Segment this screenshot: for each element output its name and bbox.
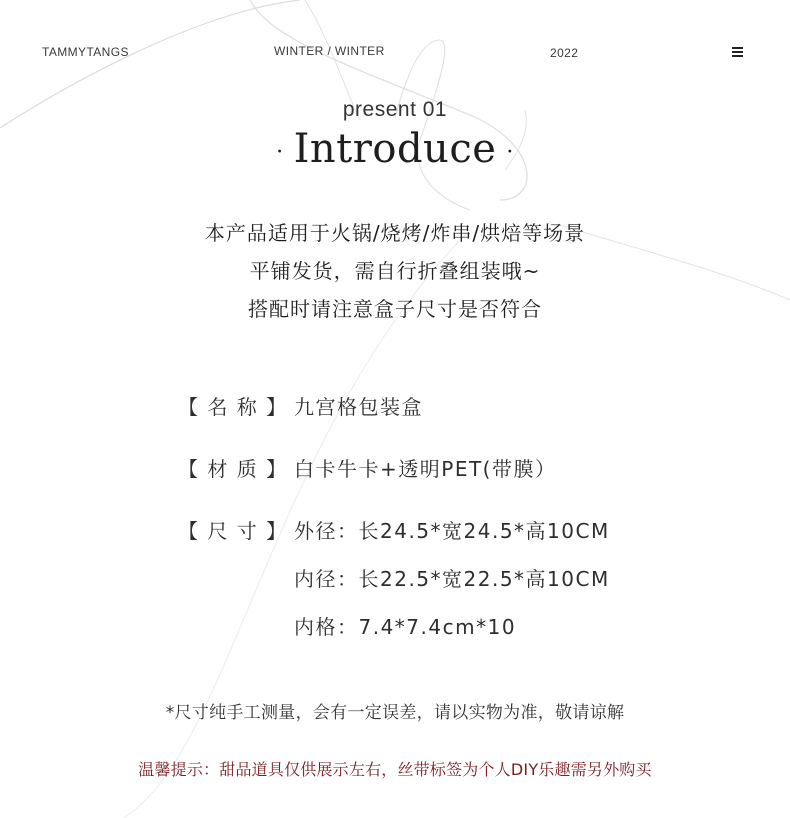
measurement-note: *尺寸纯手工测量，会有一定误差，请以实物为准，敬请谅解: [165, 703, 625, 723]
spec-value-outer-size: 外径：长24.5*宽24.5*高10CM: [294, 519, 610, 543]
spec-value-material: 白卡牛卡+透明PET(带膜）: [294, 457, 557, 481]
title-dot-right: ·: [506, 139, 514, 165]
spec-value-cell-size: 内格：7.4*7.4cm*10: [294, 615, 517, 639]
brand-name: TAMMYTANGS: [42, 45, 129, 59]
top-bar: [0, 44, 790, 62]
spec-label-size: 【 尺 寸 】: [178, 519, 288, 543]
intro-line-2: 平铺发货，需自行折叠组装哦~: [249, 259, 541, 283]
section-number: present 01: [342, 98, 448, 121]
spec-row-size: [178, 515, 610, 544]
spec-label-name: 【 名 称 】: [178, 395, 288, 419]
title-text: Introduce: [293, 126, 497, 172]
spec-value-name: 九宫格包装盒: [294, 395, 423, 419]
intro-line-1: 本产品适用于火锅/烧烤/炸串/烘焙等场景: [204, 221, 586, 245]
spec-label-material: 【 材 质 】: [178, 457, 288, 481]
spec-row-name: [178, 391, 423, 420]
page-title: [0, 126, 790, 172]
intro-line-3: 搭配时请注意盒子尺寸是否符合: [248, 297, 542, 321]
spec-row-material: [178, 453, 556, 482]
reminder-tip: 温馨提示：甜品道具仅供展示左右，丝带标签为个人DIY乐趣需另外购买: [138, 760, 652, 779]
spec-value-inner-size: 内径：长22.5*宽22.5*高10CM: [294, 567, 610, 591]
season-label: WINTER / WINTER: [274, 44, 385, 58]
title-dot-left: ·: [276, 139, 284, 165]
hamburger-menu-icon[interactable]: [732, 47, 744, 57]
year-label: 2022: [550, 46, 579, 60]
